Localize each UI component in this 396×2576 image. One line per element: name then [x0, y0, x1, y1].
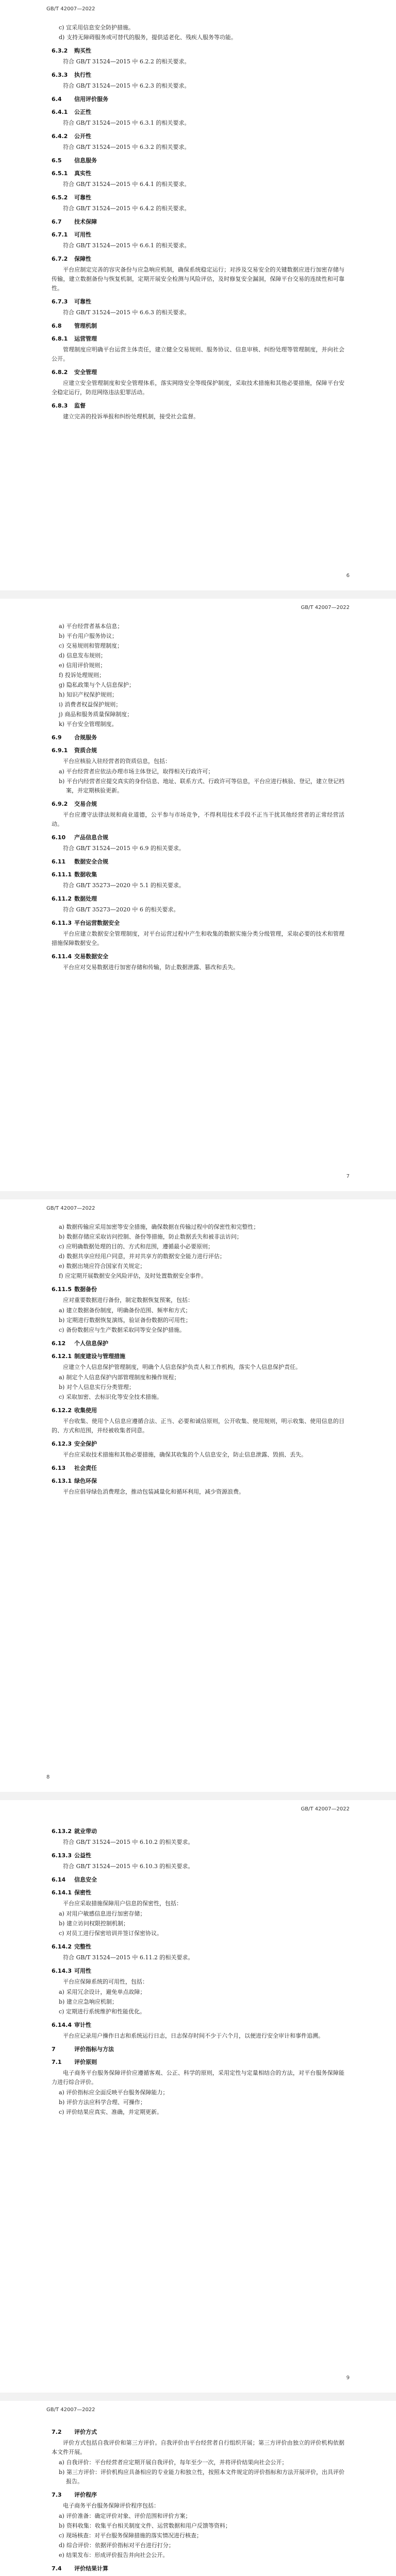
section-heading — [52, 1340, 344, 1348]
paragraph: 平台应核验入驻经营者的资质信息，包括： — [63, 758, 171, 765]
section-heading — [52, 1477, 344, 1485]
paragraph: 符合 GB/T 35273—2020 中 5.1 的相关要求。 — [63, 882, 185, 889]
section-number: 7 — [52, 2046, 56, 2053]
list-item: a) 对用户敏感信息进行加密存储； — [59, 1910, 146, 1917]
section-title: 可用性 — [74, 1968, 91, 1974]
section-number: 6.4 — [52, 96, 62, 103]
page-number: 8 — [46, 1774, 50, 1780]
section-number: 6.7.3 — [52, 298, 68, 305]
list-item: j) 商品和服务质量保障制度； — [59, 711, 133, 718]
section-heading — [52, 2491, 344, 2499]
list-item: k) 平台安全管理制度。 — [59, 721, 118, 727]
list-item: g) 隐私政策与个人信息保护； — [59, 682, 135, 688]
section-title: 审计性 — [74, 2022, 91, 2028]
section-heading — [52, 231, 344, 239]
section-title: 可靠性 — [74, 298, 91, 305]
section-title: 数据安全合规 — [74, 858, 108, 865]
section-number: 6.13.2 — [52, 1828, 72, 1835]
page — [0, 599, 396, 1191]
list-item: b) 资料收集：收集平台相关制度文件、运营数据和用户反馈等资料； — [59, 2522, 231, 2529]
section-title: 运营管理 — [74, 335, 97, 342]
section-heading — [52, 1943, 344, 1951]
list-item: a) 采用冗余设计，避免单点故障； — [59, 1989, 146, 1995]
paragraph: 符合 GB/T 31524—2015 中 6.10.3 的相关要求。 — [63, 1863, 194, 1870]
section-number: 6.4.2 — [52, 133, 68, 140]
list-item: b) 数据存储应采取访问控制、备份等措施，防止数据丢失和被非法访问； — [59, 1233, 242, 1240]
section-number: 6.5.2 — [52, 194, 68, 201]
section-title: 交易数据安全 — [74, 953, 108, 960]
list-item: a) 制定个人信息保护内部管理制度和操作规程； — [59, 1374, 180, 1381]
list-item: a) 评价准备：确定评价对象、评价范围和评价方案； — [59, 2513, 191, 2519]
section-title: 完整性 — [74, 1943, 91, 1950]
page-content — [52, 23, 344, 422]
section-heading — [52, 1352, 344, 1361]
list-item: c) 备份数据应与生产数据采取同等安全保护措施。 — [59, 1327, 185, 1333]
list-item: b) 平台用户服务协议； — [59, 633, 118, 639]
section-number: 6.8.1 — [52, 335, 68, 342]
section-title: 评价结果计算 — [74, 2565, 108, 2572]
section-heading — [52, 800, 344, 808]
section-number: 6.13.3 — [52, 1852, 72, 1859]
section-heading — [52, 871, 344, 879]
list-item: f) 应定期开展数据安全风险评估，及时处置数据安全事件。 — [59, 1273, 207, 1279]
section-title: 安全管理 — [74, 369, 97, 376]
section-title: 监督 — [74, 402, 86, 409]
paragraph: 应对重要数据进行备份，制定数据恢复预案，包括： — [63, 1297, 193, 1303]
section-number: 6.4.1 — [52, 109, 68, 115]
section-title: 产品信息合规 — [74, 834, 108, 841]
section-number: 6.7.2 — [52, 256, 68, 262]
section-number: 6.12.3 — [52, 1440, 72, 1447]
page-separator — [0, 590, 396, 599]
section-number: 6.13 — [52, 1465, 66, 1471]
section-title: 收集使用 — [74, 1407, 97, 1414]
section-heading — [52, 71, 344, 79]
list-item: e) 信用评价规则； — [59, 662, 106, 669]
list-item: a) 建立数据备份制度，明确备份范围、频率和方式； — [59, 1307, 191, 1314]
paragraph: 平台应记录用户操作日志和系统运行日志，日志保存时间不少于六个月，以便进行安全审计和事件追溯。 — [63, 2032, 324, 2039]
section-heading — [52, 298, 344, 306]
section-number: 7.4 — [52, 2565, 62, 2572]
list-item: f) 投诉处理规则； — [59, 672, 105, 679]
section-number: 6.13.1 — [52, 1478, 72, 1484]
section-number: 6.9.2 — [52, 801, 68, 807]
section-heading — [52, 132, 344, 141]
list-item: c) 现场核查：对平台服务保障措施的落实情况进行核查； — [59, 2532, 202, 2539]
section-heading — [52, 895, 344, 903]
paragraph: 符合 GB/T 31524—2015 中 6.4.1 的相关要求。 — [63, 181, 190, 188]
section-title: 公开性 — [74, 133, 91, 140]
section-title: 数据备份 — [74, 1286, 97, 1293]
paragraph: 符合 GB/T 31524—2015 中 6.4.2 的相关要求。 — [63, 205, 190, 212]
paragraph: 平台应建立数据安全管理制度，对平台运营过程中产生和收集的数据实施分类分级管理，采取必要的技术和管理措施保障数据安全。 — [52, 930, 344, 946]
paragraph: 电子商务平台服务保障评价应遵循客观、公正、科学的原则，采用定性与定量相结合的方法，对平台服务保障能力进行综合评价。 — [52, 2070, 344, 2086]
section-heading — [52, 834, 344, 842]
section-number: 6.7 — [52, 218, 62, 225]
section-heading — [52, 47, 344, 55]
page-header: GB/T 42007—2022 — [301, 1806, 350, 1812]
list-item: c) 定期进行系统维护和性能优化。 — [59, 2008, 145, 2015]
paragraph: 平台应采取措施保障用户信息的保密性，包括： — [63, 1900, 182, 1907]
page — [0, 1199, 396, 1792]
page-header: GB/T 42007—2022 — [46, 1206, 95, 1211]
section-number: 7.1 — [52, 2059, 62, 2065]
list-item: c) 交易规则和管理制度； — [59, 642, 123, 649]
section-heading — [52, 2058, 344, 2066]
section-heading — [52, 919, 344, 927]
section-heading — [52, 2045, 344, 2054]
list-item: a) 评价指标应全面反映平台服务保障能力； — [59, 2089, 169, 2096]
section-title: 合规服务 — [74, 734, 97, 741]
list-item: b) 建立应急响应机制； — [59, 1998, 118, 2005]
section-title: 保障性 — [74, 256, 91, 262]
section-heading — [52, 734, 344, 742]
section-title: 平台运营数据安全 — [74, 920, 120, 926]
list-item: d) 数据共享应经用户同意，并对共享方的数据安全能力进行评估； — [59, 1253, 225, 1260]
page — [0, 1800, 396, 2393]
paragraph: 符合 GB/T 31524—2015 中 6.6.3 的相关要求。 — [63, 309, 190, 316]
list-item: h) 知识产权保护规则； — [59, 691, 118, 698]
section-number: 6.11.1 — [52, 871, 72, 878]
page-number: 6 — [346, 573, 350, 579]
section-title: 就业带动 — [74, 1828, 97, 1835]
section-heading — [52, 95, 344, 104]
paragraph: 平台应制定完善的容灾备份与应急响应机制，确保系统稳定运行；对涉及交易安全的关键数据应进行加密存储与传输，建立数据备份与恢复机制，定期开展安全检测与风险评估，及时修复安全漏洞，保障平台交易的连续性和可靠性。 — [52, 266, 344, 292]
section-number: 6.3.2 — [52, 47, 68, 54]
section-title: 评价指标与方法 — [74, 2046, 114, 2053]
section-title: 制度建设与管理措施 — [74, 1353, 125, 1360]
section-number: 6.5 — [52, 157, 62, 164]
page — [0, 2401, 396, 2576]
section-heading — [52, 368, 344, 377]
list-item: d) 综合评价：依据评价指标对平台进行打分； — [59, 2542, 174, 2549]
section-title: 资质合规 — [74, 747, 97, 754]
list-item: c) 宜采用信息安全防护措施。 — [59, 24, 134, 31]
section-number: 6.8.2 — [52, 369, 68, 376]
section-title: 技术保障 — [74, 218, 97, 225]
list-item: b) 对个人信息实行分类管理； — [59, 1384, 135, 1391]
paragraph: 符合 GB/T 31524—2015 中 6.3.2 的相关要求。 — [63, 144, 190, 150]
section-heading — [52, 953, 344, 961]
section-title: 数据收集 — [74, 871, 97, 878]
section-title: 管理机制 — [74, 323, 97, 329]
paragraph: 符合 GB/T 31524—2015 中 6.6.1 的相关要求。 — [63, 242, 190, 249]
section-heading — [52, 335, 344, 343]
section-number: 6.12.2 — [52, 1407, 72, 1414]
section-heading — [52, 255, 344, 263]
page-header: GB/T 42007—2022 — [301, 605, 350, 611]
section-heading — [52, 1285, 344, 1294]
paragraph: 电子商务平台服务保障评价程序包括： — [63, 2502, 159, 2509]
section-title: 个人信息保护 — [74, 1340, 108, 1347]
section-number: 6.9 — [52, 734, 62, 741]
paragraph: 应建立个人信息保护管理制度，明确个人信息保护负责人和工作机构，落实个人信息保护责任。 — [63, 1364, 301, 1370]
list-item: a) 平台经营者应依法办理市场主体登记，取得相关行政许可； — [59, 768, 214, 775]
section-title: 可用性 — [74, 231, 91, 238]
section-number: 6.5.1 — [52, 170, 68, 177]
section-title: 可靠性 — [74, 194, 91, 201]
page-separator — [0, 1792, 396, 1800]
section-number: 6.11.3 — [52, 920, 72, 926]
section-heading — [52, 322, 344, 330]
section-title: 绿色环保 — [74, 1478, 97, 1484]
list-item: e) 结果发布：形成评价报告并向社会公开。 — [59, 2552, 169, 2558]
paragraph: 符合 GB/T 35273—2020 中 6 的相关要求。 — [63, 906, 179, 913]
list-item: e) 数据出境应符合国家有关规定； — [59, 1263, 146, 1269]
list-item: b) 建立访问权限控制机制； — [59, 1920, 129, 1927]
paragraph: 应建立安全管理制度和安全管理体系，落实网络安全等级保护制度，采取技术措施和其他必要措施，保障平台安全稳定运行，防范网络违法犯罪活动。 — [52, 380, 344, 396]
section-heading — [52, 858, 344, 866]
paragraph: 符合 GB/T 31524—2015 中 6.10.2 的相关要求。 — [63, 1839, 194, 1845]
page-content — [52, 621, 344, 973]
section-title: 公益性 — [74, 1852, 91, 1859]
section-number: 6.3.3 — [52, 72, 68, 78]
paragraph: 符合 GB/T 31524—2015 中 6.3.1 的相关要求。 — [63, 120, 190, 126]
section-number: 6.11 — [52, 858, 66, 865]
section-number: 6.11.4 — [52, 953, 72, 960]
paragraph: 符合 GB/T 31524—2015 中 6.2.2 的相关要求。 — [63, 58, 190, 65]
section-title: 购买性 — [74, 47, 91, 54]
page — [0, 0, 396, 590]
paragraph: 平台应保障系统的可用性，包括： — [63, 1978, 148, 1985]
section-number: 7.3 — [52, 2492, 62, 2498]
section-heading — [52, 2565, 344, 2573]
page-content — [52, 2424, 344, 2576]
section-heading — [52, 194, 344, 202]
page-header: GB/T 42007—2022 — [46, 2407, 95, 2413]
paragraph: 建立完善的投诉举报和纠纷处理机制，接受社会监督。 — [63, 413, 199, 420]
section-heading — [52, 218, 344, 226]
section-title: 评价程序 — [74, 2492, 97, 2498]
section-number: 6.14.4 — [52, 2022, 72, 2028]
section-heading — [52, 1967, 344, 1975]
section-heading — [52, 1889, 344, 1897]
section-heading — [52, 108, 344, 116]
section-number: 6.12 — [52, 1340, 66, 1347]
section-heading — [52, 1464, 344, 1472]
list-item: c) 采取加密、去标识化等安全技术措施。 — [59, 1394, 162, 1400]
section-heading — [52, 157, 344, 165]
section-number: 6.14 — [52, 1876, 66, 1883]
section-number: 6.11.2 — [52, 895, 72, 902]
section-number: 6.14.3 — [52, 1968, 72, 1974]
paragraph: 符合 GB/T 31524—2015 中 6.2.3 的相关要求。 — [63, 82, 190, 89]
section-number: 6.10 — [52, 834, 66, 841]
page-content — [52, 1222, 344, 1498]
section-title: 真实性 — [74, 170, 91, 177]
paragraph: 平台应倡导绿色消费理念，推动包装减量化和循环利用，减少资源浪费。 — [63, 1488, 244, 1495]
paragraph: 评价方式包括自我评价和第三方评价。自我评价由平台经营者自行组织开展；第三方评价由独立的评价机构依据本文件开展。 — [52, 2439, 344, 2455]
list-item: a) 数据传输应采用加密等安全措施，确保数据在传输过程中的保密性和完整性； — [59, 1224, 259, 1230]
section-title: 评价方式 — [74, 2429, 97, 2435]
section-number: 6.12.1 — [52, 1353, 72, 1360]
section-title: 执行性 — [74, 72, 91, 78]
page-header: GB/T 42007—2022 — [46, 6, 95, 12]
list-item: i) 消费者权益保护规则； — [59, 701, 122, 708]
section-heading — [52, 1406, 344, 1415]
list-item: b) 平台内经营者应提交真实的身份信息、地址、联系方式、行政许可等信息，平台应进行核验、登记，建立登记档案，并定期核验更新。 — [59, 778, 344, 794]
list-item: d) 支持无障碍服务或可替代的服务，提供适老化、残疾人服务等功能。 — [59, 34, 237, 41]
section-heading — [52, 1852, 344, 1860]
section-heading — [52, 170, 344, 178]
section-heading — [52, 1827, 344, 1836]
list-item: b) 定期进行数据恢复演练，验证备份数据的可用性； — [59, 1317, 191, 1324]
section-number: 7.2 — [52, 2429, 62, 2435]
list-item: b) 评价方法应科学合理、可操作； — [59, 2099, 146, 2106]
section-heading — [52, 1440, 344, 1448]
page-separator — [0, 1191, 396, 1199]
section-heading — [52, 1876, 344, 1884]
list-item: c) 应明确数据处理的目的、方式和范围，遵循最小必要原则； — [59, 1243, 213, 1250]
page-separator — [0, 2393, 396, 2401]
list-item: d) 信息发布规则； — [59, 652, 106, 659]
page-number: 9 — [346, 2375, 350, 2381]
section-number: 6.14.2 — [52, 1943, 72, 1950]
section-title: 保密性 — [74, 1889, 91, 1896]
section-heading — [52, 2021, 344, 2029]
section-heading — [52, 2428, 344, 2436]
section-title: 社会责任 — [74, 1465, 97, 1471]
section-title: 公正性 — [74, 109, 91, 115]
section-number: 6.9.1 — [52, 747, 68, 754]
section-title: 交易合规 — [74, 801, 97, 807]
section-heading — [52, 402, 344, 410]
section-number: 6.8.3 — [52, 402, 68, 409]
section-number: 6.8 — [52, 323, 62, 329]
paragraph: 平台应对交易数据进行加密存储和传输，防止数据泄露、篡改和丢失。 — [63, 964, 239, 971]
paragraph: 平台应遵守法律法规和商业道德，公平参与市场竞争，不得利用技术手段不正当干扰其他经营者的正常经营活动。 — [52, 811, 344, 827]
list-item: a) 平台经营者基本信息； — [59, 623, 123, 630]
section-title: 评价原则 — [74, 2059, 97, 2065]
paragraph: 平台收集、使用个人信息应遵循合法、正当、必要和诚信原则，公开收集、使用规则，明示收集、使用信息的目的、方式和范围，并经被收集者同意。 — [52, 1418, 344, 1434]
list-item: c) 对员工进行保密培训并签订保密协议。 — [59, 1930, 162, 1937]
section-title: 信用评价服务 — [74, 96, 108, 103]
paragraph: 符合 GB/T 31524—2015 中 6.11.2 的相关要求。 — [63, 1954, 194, 1961]
list-item: b) 第三方评价：评价机构应具备相应的专业能力和独立性，按照本文件规定的评价指标和方法开展评价，出具评价报告。 — [59, 2469, 344, 2485]
section-heading — [52, 747, 344, 755]
list-item: c) 评价结果应真实、准确，并定期更新。 — [59, 2109, 162, 2115]
paragraph: 管理制度应明确平台运营主体责任，建立健全交易规则、服务协议、信息审核、纠纷处理等管理制度，并向社会公开。 — [52, 346, 344, 362]
section-title: 信息安全 — [74, 1876, 97, 1883]
section-number: 6.11.5 — [52, 1286, 72, 1293]
section-title: 数据处理 — [74, 895, 97, 902]
paragraph: 平台应采取技术措施和其他必要措施，确保其收集的个人信息安全，防止信息泄露、毁损、丢失。 — [63, 1451, 307, 1458]
list-item: a) 自我评价：平台经营者应定期开展自我评价，每年至少一次，并将评价结果向社会公开； — [59, 2459, 288, 2466]
section-number: 6.14.1 — [52, 1889, 72, 1896]
paragraph: 符合 GB/T 31524—2015 中 6.9 的相关要求。 — [63, 845, 185, 852]
page-number: 7 — [346, 1174, 350, 1179]
section-number: 6.7.1 — [52, 231, 68, 238]
section-title: 信息服务 — [74, 157, 97, 164]
page-content — [52, 1823, 344, 2117]
section-title: 安全保护 — [74, 1440, 97, 1447]
